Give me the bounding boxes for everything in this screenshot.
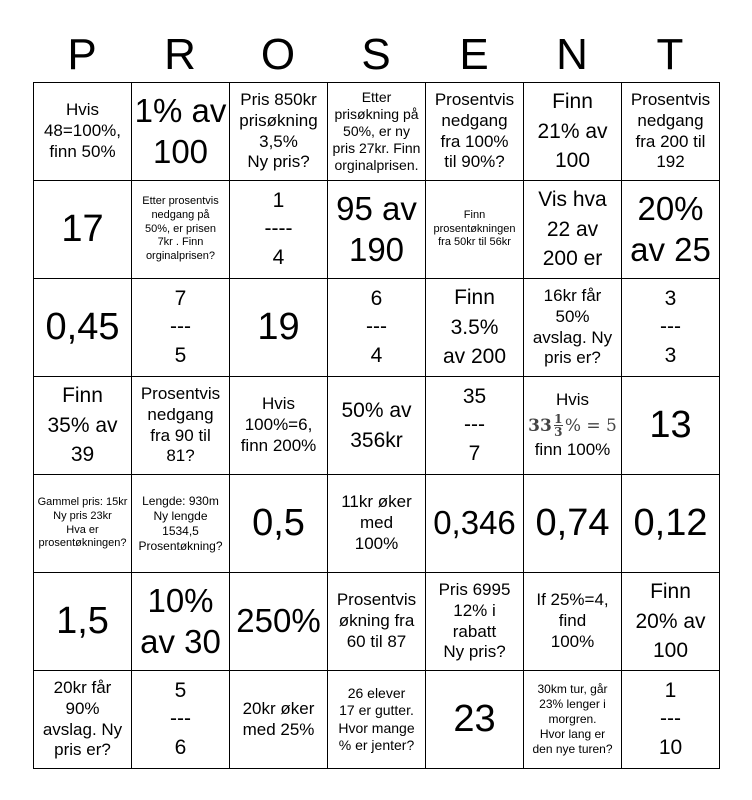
- cell-text: finn 100%: [534, 440, 611, 459]
- grid-cell: [230, 181, 328, 279]
- header-letter-t: T: [656, 30, 684, 79]
- grid-row: [34, 573, 720, 671]
- cell-text: Etter prisøkning på 50%, er ny pris 27kr. Finn orginalprisen.: [332, 88, 421, 174]
- math-fraction: [554, 413, 563, 438]
- math-numerator: 1: [554, 412, 563, 426]
- grid-cell: [524, 475, 622, 573]
- grid-cell: [328, 573, 426, 671]
- cell-text: Finn 20% av 100: [635, 580, 706, 663]
- grid-cell: [230, 671, 328, 769]
- math-whole: 33: [528, 415, 552, 436]
- cell-text: 19: [257, 306, 300, 349]
- cell-text: Prosentvis økning fra 60 til 87: [336, 590, 417, 651]
- cell-text: 1% av 100: [134, 92, 227, 170]
- cell-text: 95 av 190: [336, 190, 417, 268]
- cell-text: 50% av 356kr: [341, 399, 412, 452]
- grid-cell: [328, 671, 426, 769]
- grid-cell: [426, 377, 524, 475]
- grid-cell: [622, 377, 720, 475]
- cell-text: Vis hva 22 av 200 er: [538, 188, 607, 271]
- grid-cell: [426, 279, 524, 377]
- cell-text: Hvis: [555, 390, 590, 410]
- cell-text: Finn 3.5% av 200: [442, 286, 507, 369]
- grid-row: [34, 671, 720, 769]
- grid-cell: [426, 475, 524, 573]
- grid-cell: [230, 573, 328, 671]
- bingo-header: [33, 28, 719, 82]
- grid-cell: [132, 181, 230, 279]
- cell-text: Pris 850kr prisøkning 3,5% Ny pris?: [239, 90, 318, 172]
- grid-cell-math: [524, 377, 622, 475]
- header-letter-e: E: [459, 30, 489, 79]
- grid-cell: [524, 181, 622, 279]
- cell-text: 1,5: [56, 600, 109, 643]
- cell-text: 35 --- 7: [462, 384, 487, 465]
- math-denominator: 3: [554, 425, 563, 439]
- cell-text: 10% av 30: [140, 582, 221, 660]
- grid-cell: [328, 181, 426, 279]
- header-letter-p: P: [67, 30, 97, 79]
- grid-cell: [230, 475, 328, 573]
- cell-text: Prosentvis nedgang fra 90 til 81?: [140, 384, 221, 466]
- grid-cell: [34, 83, 132, 181]
- bingo-grid: [33, 82, 720, 769]
- grid-cell: [622, 83, 720, 181]
- grid-cell: [328, 83, 426, 181]
- grid-cell: [426, 573, 524, 671]
- grid-row: [34, 83, 720, 181]
- cell-text: Gammel pris: 15kr Ny pris 23kr Hva er prosentøkningen?: [37, 496, 128, 550]
- header-letter-n: N: [556, 30, 588, 79]
- cell-text: 17: [61, 208, 104, 251]
- cell-text: Pris 6995 12% i rabatt Ny pris?: [438, 580, 511, 662]
- cell-text: 0,74: [535, 502, 610, 545]
- cell-text: 0,346: [433, 504, 516, 542]
- grid-cell: [524, 83, 622, 181]
- grid-cell: [426, 181, 524, 279]
- cell-text: 30km tur, går 23% lenger i morgren. Hvor lang er den nye turen?: [532, 682, 613, 756]
- cell-text: 0,45: [45, 306, 120, 349]
- grid-cell: [328, 475, 426, 573]
- grid-cell: [426, 671, 524, 769]
- cell-text: 11kr øker med 100%: [341, 492, 412, 553]
- cell-text: If 25%=4, find 100%: [536, 590, 609, 651]
- grid-cell: [622, 181, 720, 279]
- cell-text: 7 --- 5: [170, 286, 191, 367]
- cell-text: 5 --- 6: [170, 678, 191, 759]
- cell-text: 3 --- 3: [660, 286, 681, 367]
- cell-text: 16kr får 50% avslag. Ny pris er?: [532, 286, 613, 368]
- cell-text: 250%: [236, 602, 321, 640]
- grid-cell: [622, 279, 720, 377]
- grid-cell: [622, 573, 720, 671]
- grid-cell: [622, 671, 720, 769]
- header-letter-o: O: [260, 30, 296, 79]
- cell-text: 0,5: [252, 502, 305, 545]
- grid-row: [34, 181, 720, 279]
- grid-cell: [132, 83, 230, 181]
- cell-text: Finn prosentøkningen fra 50kr til 56kr: [433, 208, 516, 249]
- cell-text: Prosentvis nedgang fra 100% til 90%?: [434, 90, 515, 172]
- cell-text: 0,12: [633, 502, 708, 545]
- cell-text: 20% av 25: [630, 190, 711, 268]
- grid-cell: [34, 279, 132, 377]
- grid-cell: [524, 279, 622, 377]
- grid-cell: [34, 181, 132, 279]
- cell-text: 1 ---- 4: [264, 188, 293, 269]
- math-expression: [526, 413, 619, 438]
- grid-row: [34, 475, 720, 573]
- cell-text: 13: [649, 404, 692, 447]
- cell-text: Hvis 100%=6, finn 200%: [240, 394, 317, 455]
- grid-cell: [34, 573, 132, 671]
- header-letter-s: S: [361, 30, 391, 79]
- cell-text: 6 --- 4: [366, 286, 387, 367]
- grid-cell: [132, 671, 230, 769]
- grid-cell: [622, 475, 720, 573]
- grid-cell: [132, 573, 230, 671]
- grid-cell: [524, 671, 622, 769]
- grid-cell: [132, 377, 230, 475]
- cell-text: Lengde: 930m Ny lengde 1534,5 Prosentøkning?: [138, 493, 223, 553]
- grid-cell: [524, 573, 622, 671]
- grid-row: [34, 377, 720, 475]
- grid-cell: [34, 377, 132, 475]
- grid-cell: [34, 671, 132, 769]
- cell-text: Finn 35% av 39: [47, 384, 118, 467]
- cell-text: Prosentvis nedgang fra 200 til 192: [630, 90, 711, 172]
- cell-text: 20kr får 90% avslag. Ny pris er?: [42, 678, 123, 760]
- grid-cell: [230, 377, 328, 475]
- cell-text: 26 elever 17 er gutter. Hvor mange % er jenter?: [338, 685, 415, 753]
- grid-row: [34, 279, 720, 377]
- grid-cell: [328, 279, 426, 377]
- cell-text: 23: [453, 698, 496, 741]
- cell-text: 1 --- 10: [658, 678, 683, 759]
- cell-text: Hvis 48=100%, finn 50%: [43, 100, 122, 161]
- cell-text: 20kr øker med 25%: [242, 698, 315, 739]
- cell-text: Finn 21% av 100: [537, 90, 608, 173]
- grid-cell: [34, 475, 132, 573]
- grid-cell: [132, 279, 230, 377]
- header-letter-r: R: [164, 30, 196, 79]
- cell-text: Etter prosentvis nedgang på 50%, er prisen 7kr . Finn orginalprisen?: [142, 195, 219, 263]
- grid-cell: [230, 279, 328, 377]
- math-rest: % = 5: [564, 415, 617, 436]
- grid-cell: [328, 377, 426, 475]
- grid-cell: [426, 83, 524, 181]
- grid-cell: [132, 475, 230, 573]
- grid-cell: [230, 83, 328, 181]
